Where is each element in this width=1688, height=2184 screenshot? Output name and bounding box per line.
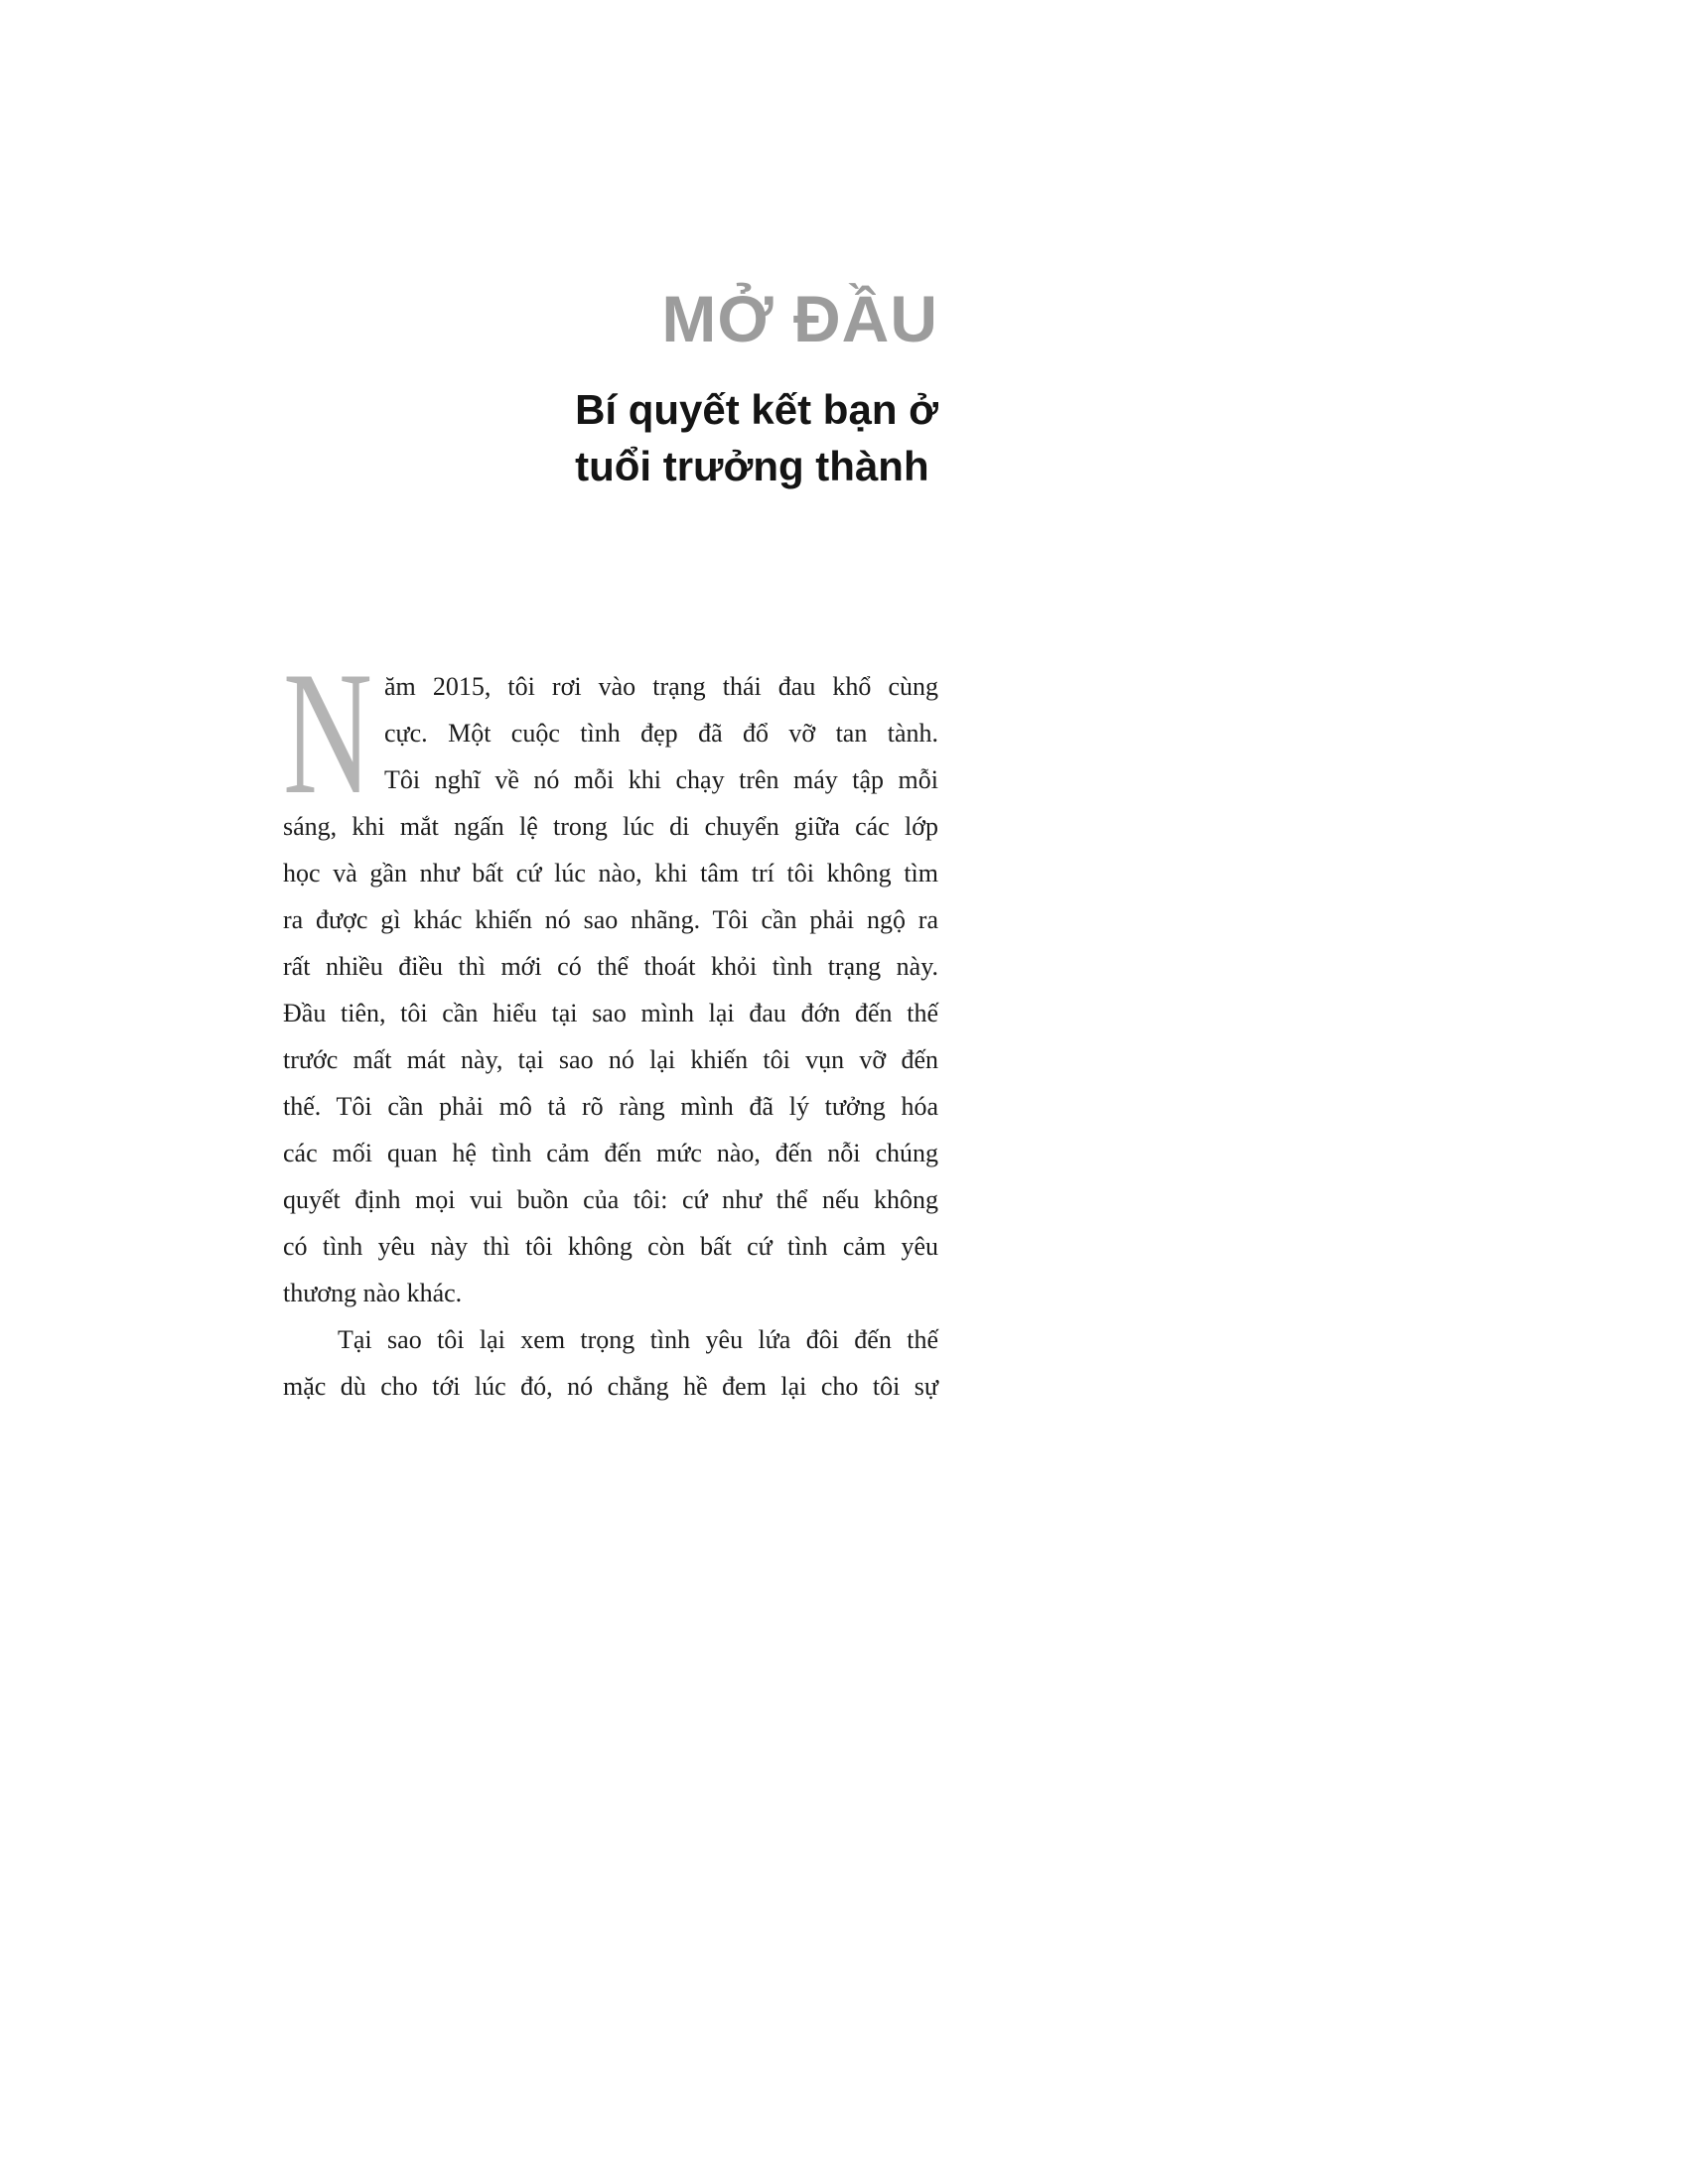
text-line: sáng, khi mắt ngấn lệ trong lúc di chuyển giữa các lớp [283, 812, 938, 841]
chapter-subtitle [575, 381, 938, 494]
drop-cap: N [283, 634, 372, 831]
text-line: thương nào khác. [283, 1279, 463, 1307]
text-line: quyết định mọi vui buồn của tôi: cứ như thể nếu không [283, 1185, 938, 1214]
text-line: Tôi nghĩ về nó mỗi khi chạy trên máy tập mỗi [384, 765, 938, 794]
chapter-subtitle-line-1: Bí quyết kết bạn ở [575, 386, 938, 433]
body-text [283, 634, 938, 1410]
text-line: Tại sao tôi lại xem trọng tình yêu lứa đôi đến thế [338, 1325, 938, 1354]
text-line: Đầu tiên, tôi cần hiểu tại sao mình lại đau đớn đến thế [283, 999, 938, 1027]
chapter-subtitle-line-2: tuổi trưởng thành [575, 443, 929, 489]
text-line: các mối quan hệ tình cảm đến mức nào, đến nỗi chúng [283, 1139, 938, 1167]
paragraph-2 [283, 1316, 938, 1410]
text-line: thế. Tôi cần phải mô tả rõ ràng mình đã lý tưởng hóa [283, 1092, 938, 1121]
text-line: học và gần như bất cứ lúc nào, khi tâm trí tôi không tìm [283, 859, 938, 887]
text-line: có tình yêu này thì tôi không còn bất cứ tình cảm yêu [283, 1232, 938, 1261]
text-line: ăm 2015, tôi rơi vào trạng thái đau khổ cùng [384, 672, 938, 701]
chapter-heading [283, 282, 938, 494]
text-line: rất nhiều điều thì mới có thể thoát khỏi tình trạng này. [283, 952, 938, 981]
chapter-title: MỞ ĐẦU [661, 282, 938, 355]
paragraph-1 [283, 634, 938, 1316]
text-line: ra được gì khác khiến nó sao nhãng. Tôi cần phải ngộ ra [283, 905, 938, 934]
text-line: mặc dù cho tới lúc đó, nó chẳng hề đem lại cho tôi sự [283, 1372, 938, 1401]
text-line: trước mất mát này, tại sao nó lại khiến tôi vụn vỡ đến [283, 1045, 938, 1074]
text-line: cực. Một cuộc tình đẹp đã đổ vỡ tan tành. [384, 719, 938, 748]
